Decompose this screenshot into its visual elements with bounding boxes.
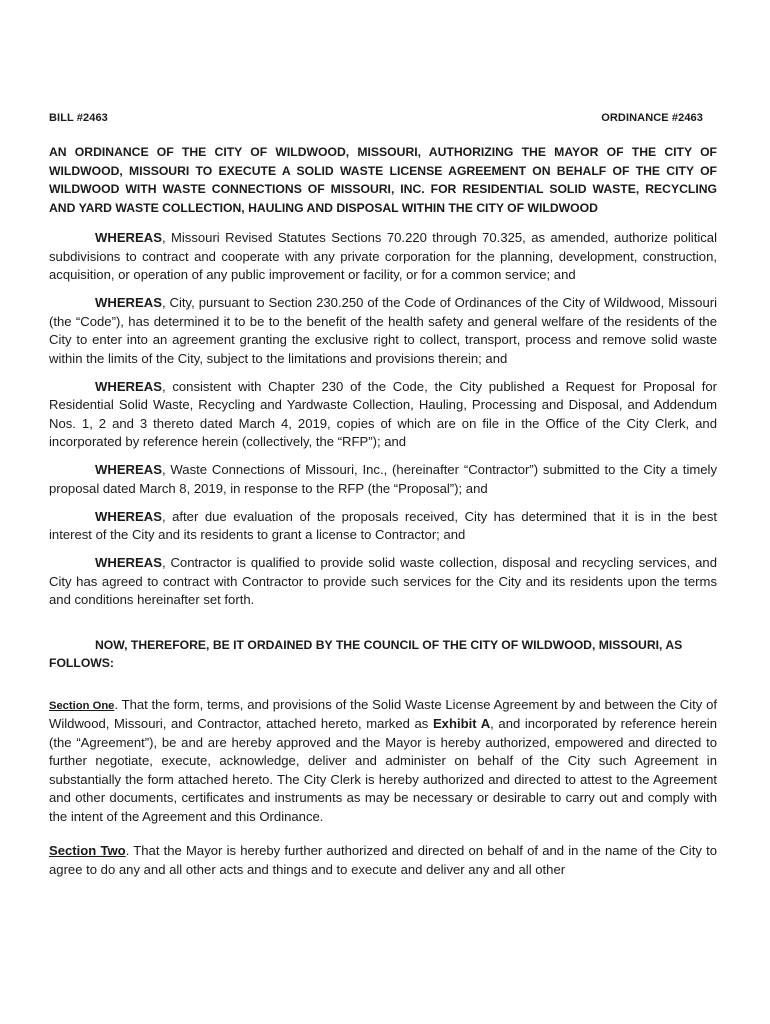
whereas-text: , Waste Connections of Missouri, Inc., (hereinafter “Contractor”) submitted to the City a timely proposal dated March 8, 2019, in response to the RFP (the “Proposal”); and xyxy=(49,462,717,496)
section-two-text: . That the Mayor is hereby further authorized and directed on behalf of and in the name of the City to agree to do any and all other acts and things and to execute and deliver any and all other xyxy=(49,843,717,877)
whereas-keyword: WHEREAS xyxy=(95,462,162,478)
document-header xyxy=(49,112,717,124)
ordaining-clause: NOW, THEREFORE, BE IT ORDAINED BY THE COUNCIL OF THE CITY OF WILDWOOD, MISSOURI, AS FOLLOWS: xyxy=(49,637,683,671)
whereas-keyword: WHEREAS xyxy=(95,230,162,246)
section-two xyxy=(49,842,717,879)
whereas-keyword: WHEREAS xyxy=(95,295,162,311)
section-one xyxy=(49,696,717,827)
whereas-keyword: WHEREAS xyxy=(95,555,162,571)
section-one-text-continued: , and incorporated by reference herein (the “Agreement”), be and are hereby approved and the Mayor is hereby authorized, empowered and directed to further negotiate, execute, acknowledge, deliver and administer on behalf of the City such Agreement in substantially the form attached hereto. The City Clerk is hereby authorized and directed to attest to the Agreement and other documents, certificates and instruments as may be necessary or desirable to carry out and comply with the intent of the Agreement and this Ordinance. xyxy=(49,716,717,824)
whereas-clause xyxy=(49,461,717,498)
whereas-keyword: WHEREAS xyxy=(95,378,162,394)
whereas-text: , City, pursuant to Section 230.250 of the Code of Ordinances of the City of Wildwood, Missouri (the “Code”), has determined it to be to the benefit of the health safety and general welfare of the residents of the City to enter into an agreement granting the exclusive right to collect, transport, process and remove solid waste within the limits of the City, subject to the limitations and provisions therein; and xyxy=(49,295,717,366)
document-page xyxy=(49,112,717,895)
whereas-text: , consistent with Chapter 230 of the Code, the City published a Request for Proposal for Residential Solid Waste, Recycling and Yardwaste Collection, Hauling, Processing and Disposal, and Addendum Nos. 1, 2 and 3 thereto dated March 4, 2019, copies of which are on file in the Office of the City Clerk, and incorporated by reference herein (collectively, the “RFP”); and xyxy=(49,378,717,450)
whereas-clause xyxy=(49,378,717,452)
bill-number: BILL #2463 xyxy=(49,112,108,124)
whereas-keyword: WHEREAS xyxy=(95,508,162,524)
whereas-clause xyxy=(49,554,717,610)
ordinance-title: AN ORDINANCE OF THE CITY OF WILDWOOD, MISSOURI, AUTHORIZING THE MAYOR OF THE CITY OF WILDWOOD, MISSOURI TO EXECUTE A SOLID WASTE LICENSE AGREEMENT ON BEHALF OF THE CITY OF WILDWOOD WITH WASTE CONNECTIONS OF MISSOURI, INC. FOR RESIDENTIAL SOLID WASTE, RECYCLING AND YARD WASTE COLLECTION, HAULING AND DISPOSAL WITHIN THE CITY OF WILDWOOD xyxy=(49,145,717,215)
whereas-clause xyxy=(49,294,717,368)
whereas-clause xyxy=(49,508,717,545)
whereas-clause xyxy=(49,229,717,285)
exhibit-reference: Exhibit A xyxy=(432,716,491,732)
section-two-label: Section Two xyxy=(49,843,126,859)
section-one-text: . That the form, terms, and provisions of the Solid Waste License Agreement by and between the City of Wildwood, Missouri, and Contractor, attached hereto, marked as xyxy=(49,696,717,732)
ordinance-number: ORDINANCE #2463 xyxy=(601,112,703,124)
whereas-text: , Missouri Revised Statutes Sections 70.220 through 70.325, as amended, authorize political subdivisions to contract and cooperate with any private corporation for the planning, development, construction, acquisition, or operation of any public improvement or facility, or for a common service; and xyxy=(49,230,717,283)
section-one-label: Section One xyxy=(49,699,115,712)
whereas-text: , Contractor is qualified to provide solid waste collection, disposal and recycling services, and City has agreed to contract with Contractor to provide such services for the City and its residents upon the terms and conditions hereinafter set forth. xyxy=(49,555,717,608)
whereas-text: , after due evaluation of the proposals received, City has determined that it is in the best interest of the City and its residents to grant a license to Contractor; and xyxy=(49,508,717,543)
